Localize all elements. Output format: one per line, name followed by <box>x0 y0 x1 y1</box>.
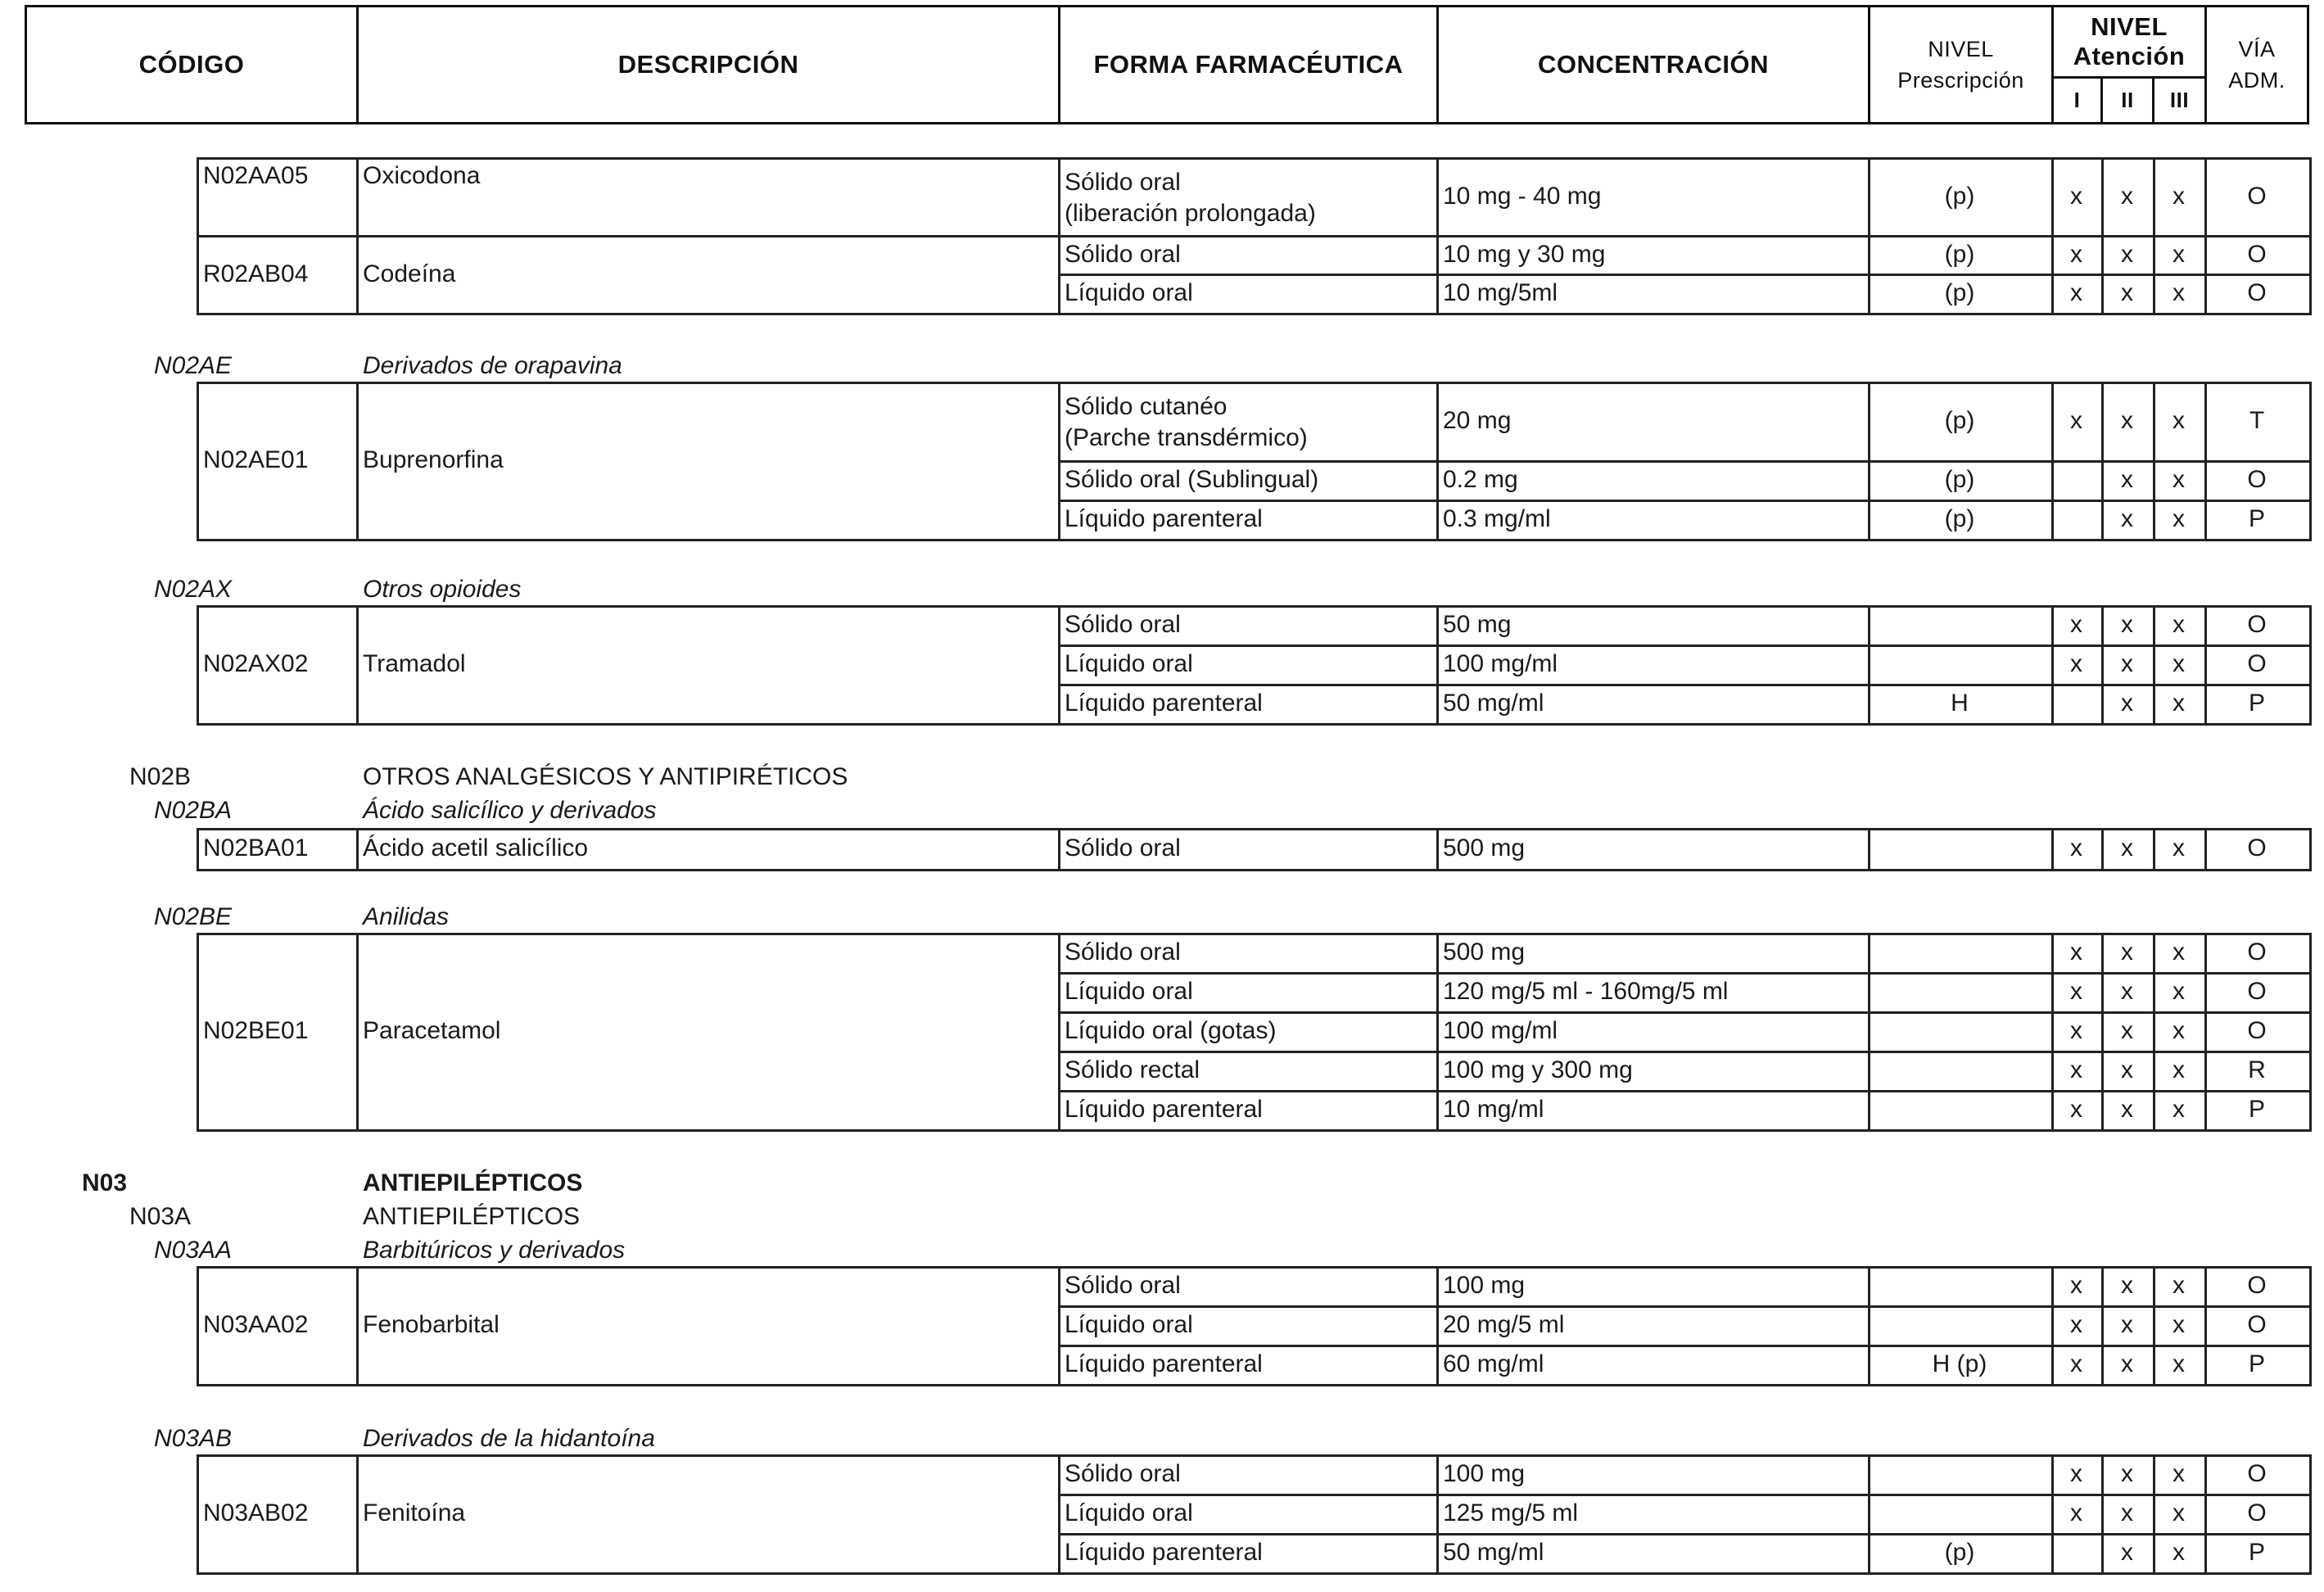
nivel-atencion-iii: x <box>2173 938 2185 966</box>
section-code: N03 <box>82 1169 128 1196</box>
table-rule <box>1058 684 2309 686</box>
nivel-prescripcion: (p) <box>1944 240 1975 268</box>
header-nivel-atencion <box>2051 5 2207 79</box>
table-rule <box>197 828 199 871</box>
nivel-atencion-i: x <box>2070 1056 2082 1083</box>
table-rule <box>356 235 359 315</box>
table-rule <box>1058 500 2309 502</box>
table-rule <box>197 1266 199 1386</box>
table-rule <box>197 1384 2309 1386</box>
via-administracion: O <box>2247 1499 2267 1526</box>
table-rule <box>2309 933 2312 1132</box>
nivel-atencion-ii: x <box>2121 938 2133 966</box>
forma-farmaceutica: Líquido oral (gotas) <box>1065 1017 1277 1044</box>
medicine-code: N03AA02 <box>203 1311 309 1338</box>
table-rule <box>1058 1345 2309 1347</box>
concentracion: 50 mg/ml <box>1443 690 1544 717</box>
via-administracion: P <box>2248 690 2265 717</box>
nivel-atencion-ii: x <box>2121 650 2133 677</box>
nivel-atencion-i: x <box>2070 1499 2082 1526</box>
header-concentracion: CONCENTRACIÓN <box>1436 5 1870 124</box>
nivel-atencion-i: x <box>2070 182 2082 210</box>
nivel-atencion-i: x <box>2070 1096 2082 1123</box>
nivel-atencion-iii: x <box>2173 690 2185 717</box>
nivel-atencion-iii: x <box>2173 611 2185 638</box>
table-rule <box>1058 644 2309 647</box>
section-code: N02BE <box>154 903 233 930</box>
table-rule <box>356 1454 359 1575</box>
table-rule <box>197 933 199 1132</box>
table-rule <box>197 605 199 726</box>
nivel-atencion-iii: x <box>2173 1056 2185 1083</box>
concentracion: 60 mg/ml <box>1443 1350 1544 1377</box>
table-rule <box>1058 1494 2309 1496</box>
nivel-atencion-ii: x <box>2121 978 2133 1005</box>
header-via-line1: VÍA <box>2238 37 2276 61</box>
nivel-atencion-ii: x <box>2121 466 2133 493</box>
nivel-atencion-i: x <box>2070 1350 2082 1377</box>
nivel-atencion-ii: x <box>2121 505 2133 532</box>
nivel-atencion-i: x <box>2070 978 2082 1005</box>
section-title: Anilidas <box>363 903 450 930</box>
via-administracion: O <box>2247 240 2267 268</box>
section-title: Ácido salicílico y derivados <box>363 797 657 824</box>
nivel-atencion-iii: x <box>2173 1460 2185 1487</box>
table-rule <box>1058 460 2309 463</box>
table-rule <box>1058 1533 2309 1535</box>
via-administracion: P <box>2248 1539 2265 1566</box>
table-rule <box>1058 1305 2309 1308</box>
concentracion: 50 mg/ml <box>1443 1539 1544 1566</box>
table-rule <box>1436 828 1439 871</box>
medicine-code: N03AB02 <box>203 1499 309 1526</box>
nivel-prescripcion: H <box>1951 690 1969 717</box>
header-level-iii: III <box>2152 76 2207 124</box>
table-rule <box>1436 605 1439 726</box>
concentracion: 120 mg/5 ml - 160mg/5 ml <box>1443 978 1729 1005</box>
nivel-atencion-iii: x <box>2173 407 2185 434</box>
section-code: N02AX <box>154 576 233 603</box>
via-administracion: O <box>2247 834 2267 862</box>
medicine-code: N02AX02 <box>203 650 309 677</box>
header-codigo: CÓDIGO <box>25 5 359 124</box>
via-administracion: O <box>2247 279 2267 306</box>
nivel-atencion-iii: x <box>2173 1311 2185 1338</box>
forma-farmaceutica: Líquido oral <box>1065 978 1193 1005</box>
forma-farmaceutica: Sólido cutanéo <box>1065 393 1228 420</box>
medicine-name: Ácido acetil salicílico <box>363 834 589 862</box>
section-title: Derivados de orapavina <box>363 352 622 379</box>
forma-farmaceutica: Líquido oral <box>1065 279 1193 306</box>
nivel-prescripcion: H (p) <box>1932 1350 1987 1377</box>
nivel-atencion-ii: x <box>2121 834 2133 862</box>
nivel-atencion-i: x <box>2070 611 2082 638</box>
nivel-atencion-ii: x <box>2121 1460 2133 1487</box>
nivel-atencion-ii: x <box>2121 182 2133 210</box>
table-rule <box>2309 157 2312 237</box>
header-forma-farmaceutica: FORMA FARMACÉUTICA <box>1058 5 1439 124</box>
via-administracion: P <box>2248 1096 2265 1123</box>
nivel-atencion-ii: x <box>2121 1539 2133 1566</box>
header-nivel-atencion-line1: NIVEL <box>2091 12 2168 41</box>
via-administracion: O <box>2247 182 2267 210</box>
via-administracion: T <box>2249 407 2265 434</box>
forma-farmaceutica: Sólido oral (Sublingual) <box>1065 466 1319 493</box>
header-nivel-prescripcion <box>1868 5 2054 124</box>
header-level-i: I <box>2051 76 2103 124</box>
forma-farmaceutica: Líquido parenteral <box>1065 1539 1263 1566</box>
forma-farmaceutica: Sólido oral <box>1065 938 1181 966</box>
concentracion: 0.2 mg <box>1443 466 1518 493</box>
table-rule <box>1436 1266 1439 1386</box>
section-title: Derivados de la hidantoína <box>363 1425 655 1452</box>
table-rule <box>2309 382 2312 541</box>
section-title: ANTIEPILÉPTICOS <box>363 1169 583 1196</box>
via-administracion: O <box>2247 1460 2267 1487</box>
table-rule <box>1436 1454 1439 1575</box>
nivel-prescripcion: (p) <box>1944 182 1975 210</box>
table-rule <box>197 1572 2309 1575</box>
medicine-name: Codeína <box>363 260 456 287</box>
nivel-prescripcion: (p) <box>1944 279 1975 306</box>
section-title: Otros opioides <box>363 576 522 603</box>
nivel-atencion-iii: x <box>2173 1272 2185 1299</box>
table-rule <box>197 382 199 541</box>
via-administracion: O <box>2247 650 2267 677</box>
nivel-prescripcion: (p) <box>1944 407 1975 434</box>
via-administracion: O <box>2247 1017 2267 1044</box>
nivel-atencion-i: x <box>2070 240 2082 268</box>
nivel-atencion-iii: x <box>2173 1499 2185 1526</box>
nivel-prescripcion: (p) <box>1944 1539 1975 1566</box>
forma-farmaceutica: Líquido parenteral <box>1065 1096 1263 1123</box>
nivel-atencion-ii: x <box>2121 240 2133 268</box>
via-administracion: O <box>2247 611 2267 638</box>
nivel-atencion-iii: x <box>2173 182 2185 210</box>
table-rule <box>2309 1454 2312 1575</box>
header-nivel-atencion-line2: Atención <box>2073 42 2186 70</box>
section-code: N02B <box>129 763 192 790</box>
table-rule <box>356 828 359 871</box>
concentracion: 50 mg <box>1443 611 1512 638</box>
table-rule <box>1058 1266 1060 1386</box>
table-rule <box>197 1266 2309 1269</box>
via-administracion: O <box>2247 1311 2267 1338</box>
nivel-prescripcion: (p) <box>1944 466 1975 493</box>
nivel-atencion-iii: x <box>2173 834 2185 862</box>
section-code: N02BA <box>154 797 233 824</box>
table-rule <box>1058 1454 1060 1575</box>
medicine-name: Tramadol <box>363 650 466 677</box>
nivel-atencion-iii: x <box>2173 505 2185 532</box>
nivel-atencion-ii: x <box>2121 407 2133 434</box>
nivel-atencion-ii: x <box>2121 279 2133 306</box>
nivel-atencion-iii: x <box>2173 1350 2185 1377</box>
nivel-atencion-iii: x <box>2173 650 2185 677</box>
via-administracion: O <box>2247 978 2267 1005</box>
concentracion: 100 mg <box>1443 1460 1526 1487</box>
table-rule <box>197 235 2309 237</box>
table-rule <box>197 828 2309 830</box>
nivel-atencion-iii: x <box>2173 1017 2185 1044</box>
table-rule <box>1058 1051 2309 1053</box>
table-rule <box>1868 933 1870 1132</box>
table-rule <box>2309 828 2312 871</box>
concentracion: 10 mg y 30 mg <box>1443 240 1606 268</box>
forma-farmaceutica: Líquido oral <box>1065 1311 1193 1338</box>
forma-farmaceutica: Líquido parenteral <box>1065 690 1263 717</box>
medicine-code: N02AE01 <box>203 446 309 473</box>
nivel-atencion-ii: x <box>2121 1311 2133 1338</box>
via-administracion: O <box>2247 466 2267 493</box>
nivel-atencion-iii: x <box>2173 1539 2185 1566</box>
concentracion: 100 mg/ml <box>1443 1017 1558 1044</box>
header-level-ii: II <box>2100 76 2154 124</box>
concentracion: 100 mg/ml <box>1443 650 1558 677</box>
forma-farmaceutica: Líquido parenteral <box>1065 1350 1263 1377</box>
forma-farmaceutica: Sólido oral <box>1065 1460 1181 1487</box>
forma-farmaceutica: Líquido oral <box>1065 1499 1193 1526</box>
table-rule <box>197 235 199 315</box>
nivel-prescripcion: (p) <box>1944 505 1975 532</box>
medicine-code: N02BE01 <box>203 1017 309 1044</box>
section-code: N02AE <box>154 352 233 379</box>
forma-farmaceutica: Líquido oral <box>1065 650 1193 677</box>
medicine-name: Fenobarbital <box>363 1311 500 1338</box>
nivel-atencion-iii: x <box>2173 466 2185 493</box>
concentracion: 20 mg <box>1443 407 1512 434</box>
table-rule <box>197 933 2309 935</box>
concentracion: 10 mg - 40 mg <box>1443 182 1602 210</box>
nivel-atencion-i: x <box>2070 938 2082 966</box>
table-rule <box>356 1266 359 1386</box>
table-rule <box>1058 605 1060 726</box>
nivel-atencion-ii: x <box>2121 1056 2133 1083</box>
medicine-name: Paracetamol <box>363 1017 501 1044</box>
header-nivel-prescripcion-line1: NIVEL <box>1928 37 1994 61</box>
concentracion: 125 mg/5 ml <box>1443 1499 1579 1526</box>
table-rule <box>1436 157 1439 237</box>
concentracion: 100 mg y 300 mg <box>1443 1056 1633 1083</box>
table-rule <box>356 157 359 237</box>
section-title: ANTIEPILÉPTICOS <box>363 1203 581 1230</box>
forma-farmaceutica: (liberación prolongada) <box>1065 199 1316 227</box>
section-code: N03A <box>129 1203 192 1230</box>
section-title: OTROS ANALGÉSICOS Y ANTIPIRÉTICOS <box>363 763 848 790</box>
via-administracion: P <box>2248 505 2265 532</box>
section-code: N03AA <box>154 1237 233 1264</box>
concentracion: 500 mg <box>1443 834 1526 862</box>
table-rule <box>1058 1011 2309 1014</box>
header-via-line2: ADM. <box>2228 68 2286 93</box>
nivel-atencion-ii: x <box>2121 1017 2133 1044</box>
via-administracion: O <box>2247 938 2267 966</box>
concentracion: 20 mg/5 ml <box>1443 1311 1565 1338</box>
section-code: N03AB <box>154 1425 233 1452</box>
concentracion: 500 mg <box>1443 938 1526 966</box>
medicine-name: Buprenorfina <box>363 446 504 473</box>
via-administracion: R <box>2248 1056 2266 1083</box>
table-rule <box>1058 274 2309 276</box>
forma-farmaceutica: Sólido oral <box>1065 240 1181 268</box>
table-rule <box>2309 605 2312 726</box>
nivel-atencion-ii: x <box>2121 1096 2133 1123</box>
table-rule <box>197 1454 2309 1457</box>
table-rule <box>197 157 2309 160</box>
concentracion: 10 mg/ml <box>1443 1096 1544 1123</box>
nivel-atencion-i: x <box>2070 1272 2082 1299</box>
forma-farmaceutica: Líquido parenteral <box>1065 505 1263 532</box>
via-administracion: P <box>2248 1350 2265 1377</box>
medicine-name: Fenitoína <box>363 1499 466 1526</box>
table-rule <box>197 1129 2309 1132</box>
nivel-atencion-i: x <box>2070 834 2082 862</box>
medicine-name: Oxicodona <box>363 162 481 189</box>
nivel-atencion-ii: x <box>2121 611 2133 638</box>
nivel-atencion-ii: x <box>2121 1272 2133 1299</box>
table-rule <box>197 723 2309 726</box>
nivel-atencion-ii: x <box>2121 1350 2133 1377</box>
via-administracion: O <box>2247 1272 2267 1299</box>
medicine-code: R02AB04 <box>203 260 309 287</box>
nivel-atencion-iii: x <box>2173 240 2185 268</box>
forma-farmaceutica: Sólido oral <box>1065 834 1181 862</box>
table-rule <box>1058 972 2309 975</box>
header-via-administracion <box>2204 5 2309 124</box>
forma-farmaceutica: (Parche transdérmico) <box>1065 424 1308 451</box>
table-rule <box>197 605 2309 608</box>
nivel-atencion-iii: x <box>2173 279 2185 306</box>
section-title: Barbitúricos y derivados <box>363 1237 626 1264</box>
nivel-atencion-i: x <box>2070 1311 2082 1338</box>
table-rule <box>356 605 359 726</box>
table-rule <box>1436 933 1439 1132</box>
medicine-code: N02BA01 <box>203 834 309 862</box>
forma-farmaceutica: Sólido oral <box>1065 168 1181 196</box>
nivel-atencion-i: x <box>2070 1017 2082 1044</box>
header-nivel-prescripcion-line2: Prescripción <box>1897 68 2024 93</box>
table-rule <box>1058 933 1060 1132</box>
table-rule <box>1058 157 1060 237</box>
table-rule <box>2309 1266 2312 1386</box>
table-rule <box>197 313 2309 315</box>
nivel-atencion-i: x <box>2070 650 2082 677</box>
nivel-atencion-i: x <box>2070 407 2082 434</box>
nivel-atencion-ii: x <box>2121 690 2133 717</box>
table-rule <box>197 539 2309 541</box>
concentracion: 10 mg/5ml <box>1443 279 1558 306</box>
table-rule <box>1058 1090 2309 1092</box>
concentracion: 100 mg <box>1443 1272 1526 1299</box>
concentracion: 0.3 mg/ml <box>1443 505 1551 532</box>
header-descripcion: DESCRIPCIÓN <box>356 5 1060 124</box>
table-rule <box>197 1454 199 1575</box>
table-rule <box>356 382 359 541</box>
nivel-atencion-i: x <box>2070 279 2082 306</box>
forma-farmaceutica: Sólido oral <box>1065 1272 1181 1299</box>
nivel-atencion-iii: x <box>2173 978 2185 1005</box>
table-rule <box>1058 828 1060 871</box>
table-rule <box>2309 235 2312 315</box>
forma-farmaceutica: Sólido rectal <box>1065 1056 1200 1083</box>
forma-farmaceutica: Sólido oral <box>1065 611 1181 638</box>
medicine-code: N02AA05 <box>203 162 309 189</box>
nivel-atencion-i: x <box>2070 1460 2082 1487</box>
nivel-atencion-iii: x <box>2173 1096 2185 1123</box>
table-rule <box>197 157 199 237</box>
nivel-atencion-ii: x <box>2121 1499 2133 1526</box>
table-rule <box>197 382 2309 384</box>
table-rule <box>1868 828 1870 871</box>
table-rule <box>197 869 2309 871</box>
table-rule <box>356 933 359 1132</box>
